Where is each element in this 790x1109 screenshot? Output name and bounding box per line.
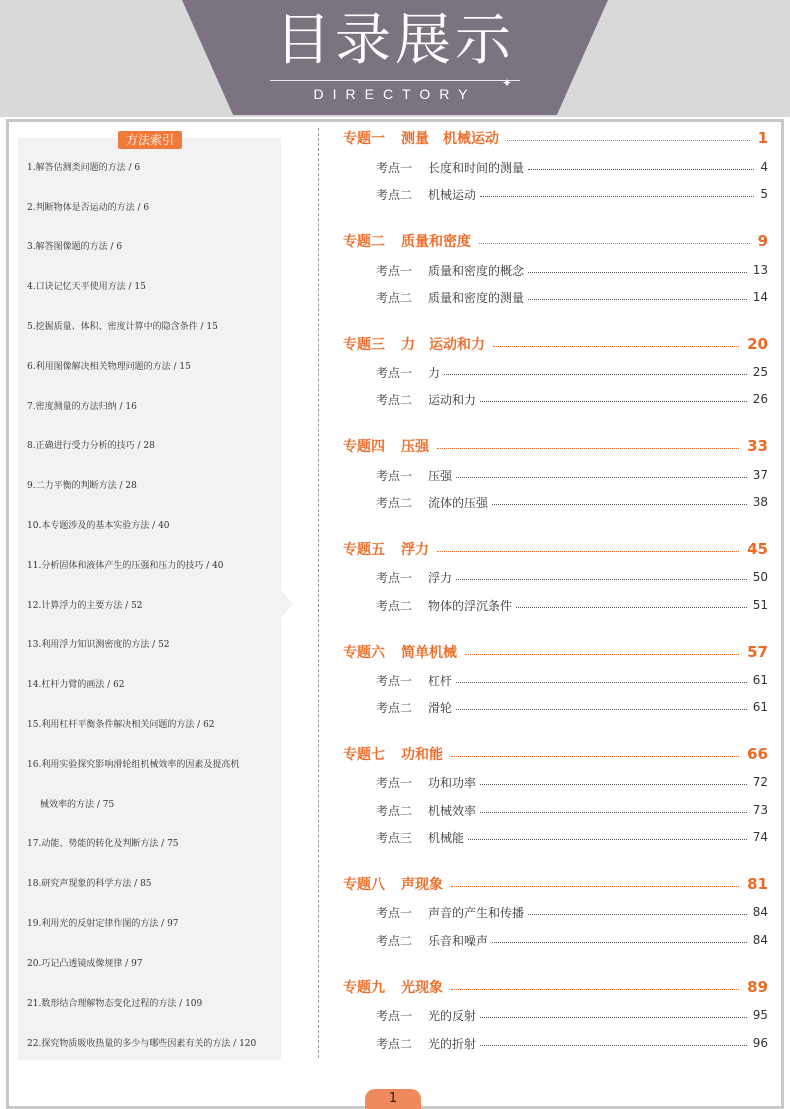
point-name: 浮力 <box>428 570 453 585</box>
toc-point[interactable] <box>376 1006 768 1024</box>
topic-page: 1 <box>757 129 768 147</box>
point-number: 考点一 <box>376 570 413 585</box>
method-item: 13.利用浮力知识测密度的方法 / 52 <box>27 640 170 650</box>
leader-dots <box>437 551 739 552</box>
topic-number: 专题七 <box>343 747 385 763</box>
leader-dots <box>528 914 747 915</box>
sparkle-icon: ✦ <box>502 76 513 90</box>
toc-point[interactable] <box>376 801 768 819</box>
topic-page: 89 <box>747 978 768 996</box>
point-number: 考点一 <box>376 775 413 790</box>
method-item: 8.正确进行受力分析的技巧 / 28 <box>27 441 155 451</box>
topic-page: 9 <box>757 232 768 250</box>
point-number: 考点二 <box>376 290 413 305</box>
point-number: 考点一 <box>376 263 413 278</box>
toc-point[interactable] <box>376 596 768 614</box>
leader-dots <box>451 756 739 757</box>
topic-number: 专题四 <box>343 439 385 455</box>
point-name: 滑轮 <box>428 700 453 715</box>
method-item: 7.密度测量的方法归纳 / 16 <box>27 402 137 412</box>
point-number: 考点二 <box>376 392 413 407</box>
point-page: 26 <box>752 392 768 406</box>
toc-point[interactable] <box>376 903 768 921</box>
point-number: 考点二 <box>376 803 413 818</box>
panel-pointer <box>281 590 293 618</box>
leader-dots <box>465 654 739 655</box>
leader-dots <box>480 196 754 197</box>
toc-point[interactable] <box>376 288 768 306</box>
point-number: 考点二 <box>376 700 413 715</box>
point-name: 压强 <box>428 468 453 483</box>
leader-dots <box>437 448 739 449</box>
topic-number: 专题八 <box>343 877 385 893</box>
point-name: 质量和密度的测量 <box>428 290 525 305</box>
leader-dots <box>528 299 747 300</box>
leader-dots <box>480 1017 747 1018</box>
toc-topic[interactable] <box>343 977 768 997</box>
toc-point[interactable] <box>376 828 768 846</box>
point-name: 质量和密度的概念 <box>428 263 525 278</box>
point-number: 考点三 <box>376 830 413 845</box>
topic-page: 57 <box>747 643 768 661</box>
topic-number: 专题一 <box>343 131 385 147</box>
point-page: 74 <box>752 830 768 844</box>
point-name: 物体的浮沉条件 <box>428 598 513 613</box>
method-item: 22.探究物质吸收热量的多少与哪些因素有关的方法 / 120 <box>27 1039 257 1049</box>
point-name: 声音的产生和传播 <box>428 905 525 920</box>
topic-number: 专题九 <box>343 980 385 996</box>
method-item: 15.利用杠杆平衡条件解决相关问题的方法 / 62 <box>27 720 215 730</box>
toc-point[interactable] <box>376 493 768 511</box>
topic-number: 专题二 <box>343 234 385 250</box>
leader-dots <box>480 401 747 402</box>
point-name: 杠杆 <box>428 673 453 688</box>
topic-page: 81 <box>747 875 768 893</box>
leader-dots <box>528 272 747 273</box>
toc-point[interactable] <box>376 1034 768 1052</box>
method-item: 2.判断物体是否运动的方法 / 6 <box>27 203 150 213</box>
toc-point[interactable] <box>376 698 768 716</box>
topic-number: 专题五 <box>343 542 385 558</box>
toc-point[interactable] <box>376 390 768 408</box>
point-page: 14 <box>752 290 768 304</box>
method-item: 械效率的方法 / 75 <box>40 800 115 810</box>
topic-name: 简单机械 <box>401 645 457 661</box>
toc-point[interactable] <box>376 363 768 381</box>
point-name: 机械运动 <box>428 187 477 202</box>
method-item: 17.动能、势能的转化及判断方法 / 75 <box>27 839 179 849</box>
point-number: 考点一 <box>376 365 413 380</box>
leader-dots <box>480 812 747 813</box>
method-item: 1.解答估测类问题的方法 / 6 <box>27 163 141 173</box>
method-item: 12.计算浮力的主要方法 / 52 <box>27 601 143 611</box>
point-page: 4 <box>760 160 768 174</box>
toc-topic[interactable] <box>343 744 768 764</box>
point-page: 61 <box>752 700 768 714</box>
leader-dots <box>492 504 747 505</box>
leader-dots <box>456 477 747 478</box>
toc-topic[interactable] <box>343 874 768 894</box>
method-item: 14.杠杆力臂的画法 / 62 <box>27 680 125 690</box>
topic-name: 测量 机械运动 <box>401 131 499 147</box>
topic-name: 功和能 <box>401 747 443 763</box>
page-title: 目录展示 <box>275 8 515 73</box>
toc-point[interactable] <box>376 185 768 203</box>
toc-topic[interactable] <box>343 642 768 662</box>
topic-name: 质量和密度 <box>401 234 471 250</box>
point-page: 38 <box>752 495 768 509</box>
point-number: 考点一 <box>376 905 413 920</box>
method-item: 16.利用实验探究影响滑轮组机械效率的因素及提高机 <box>27 760 240 770</box>
toc-topic[interactable] <box>343 128 768 148</box>
point-page: 72 <box>752 775 768 789</box>
point-page: 13 <box>752 263 768 277</box>
leader-dots <box>493 346 739 347</box>
toc-point[interactable] <box>376 773 768 791</box>
point-number: 考点二 <box>376 933 413 948</box>
point-name: 流体的压强 <box>428 495 489 510</box>
topic-page: 45 <box>747 540 768 558</box>
leader-dots <box>516 607 747 608</box>
point-name: 运动和力 <box>428 392 477 407</box>
topic-page: 20 <box>747 335 768 353</box>
point-page: 73 <box>752 803 768 817</box>
method-item: 9.二力平衡的判断方法 / 28 <box>27 481 137 491</box>
toc-point[interactable] <box>376 568 768 586</box>
topic-name: 压强 <box>401 439 429 455</box>
point-number: 考点一 <box>376 468 413 483</box>
point-name: 光的折射 <box>428 1036 477 1051</box>
topic-number: 专题六 <box>343 645 385 661</box>
point-number: 考点一 <box>376 673 413 688</box>
page-number: 1 <box>365 1089 421 1109</box>
topic-name: 力 运动和力 <box>401 337 485 353</box>
point-page: 84 <box>752 933 768 947</box>
leader-dots <box>492 942 747 943</box>
point-page: 61 <box>752 673 768 687</box>
method-item: 18.研究声现象的科学方法 / 85 <box>27 879 152 889</box>
method-index-title: 方法索引 <box>118 131 182 149</box>
column-divider <box>318 128 319 1058</box>
point-name: 长度和时间的测量 <box>428 160 525 175</box>
method-item: 3.解答图像题的方法 / 6 <box>27 242 123 252</box>
topic-page: 33 <box>747 437 768 455</box>
method-item: 5.挖掘质量、体积、密度计算中的隐含条件 / 15 <box>27 322 218 332</box>
topic-name: 声现象 <box>401 877 443 893</box>
method-item: 19.利用光的反射定律作图的方法 / 97 <box>27 919 179 929</box>
method-item: 6.利用图像解决相关物理问题的方法 / 15 <box>27 362 191 372</box>
toc-topic[interactable] <box>343 334 768 354</box>
point-page: 25 <box>752 365 768 379</box>
leader-dots <box>451 989 739 990</box>
leader-dots <box>456 579 747 580</box>
method-item: 21.数形结合理解物态变化过程的方法 / 109 <box>27 999 203 1009</box>
topic-name: 光现象 <box>401 980 443 996</box>
point-number: 考点二 <box>376 598 413 613</box>
point-name: 乐音和噪声 <box>428 933 489 948</box>
toc-point[interactable] <box>376 671 768 689</box>
point-number: 考点二 <box>376 495 413 510</box>
toc-point[interactable] <box>376 931 768 949</box>
page-subtitle: DIRECTORY <box>313 86 477 102</box>
point-number: 考点一 <box>376 160 413 175</box>
point-number: 考点二 <box>376 187 413 202</box>
point-name: 机械能 <box>428 830 465 845</box>
topic-number: 专题三 <box>343 337 385 353</box>
method-item: 20.巧记凸透镜成像规律 / 97 <box>27 959 143 969</box>
method-item: 11.分析固体和液体产生的压强和压力的技巧 / 40 <box>27 561 224 571</box>
topic-page: 66 <box>747 745 768 763</box>
point-page: 5 <box>760 187 768 201</box>
leader-dots <box>456 682 747 683</box>
topic-name: 浮力 <box>401 542 429 558</box>
leader-dots <box>479 243 750 244</box>
point-page: 51 <box>752 598 768 612</box>
point-name: 力 <box>428 365 441 380</box>
toc-topic[interactable] <box>343 539 768 559</box>
leader-dots <box>507 140 750 141</box>
point-name: 光的反射 <box>428 1008 477 1023</box>
leader-dots <box>456 709 747 710</box>
leader-dots <box>480 784 747 785</box>
toc-point[interactable] <box>376 466 768 484</box>
point-page: 37 <box>752 468 768 482</box>
leader-dots <box>528 169 754 170</box>
point-number: 考点一 <box>376 1008 413 1023</box>
point-page: 96 <box>752 1036 768 1050</box>
leader-dots <box>468 839 747 840</box>
point-name: 功和功率 <box>428 775 477 790</box>
toc-point[interactable] <box>376 158 768 176</box>
method-item: 4.口诀记忆天平使用方法 / 15 <box>27 282 146 292</box>
point-number: 考点二 <box>376 1036 413 1051</box>
method-item: 10.本专题涉及的基本实验方法 / 40 <box>27 521 170 531</box>
point-page: 84 <box>752 905 768 919</box>
point-page: 95 <box>752 1008 768 1022</box>
toc-topic[interactable] <box>343 231 768 251</box>
leader-dots <box>444 374 747 375</box>
leader-dots <box>451 886 739 887</box>
leader-dots <box>480 1045 747 1046</box>
toc-topic[interactable] <box>343 436 768 456</box>
point-name: 机械效率 <box>428 803 477 818</box>
toc-point[interactable] <box>376 261 768 279</box>
header-divider <box>270 80 520 81</box>
point-page: 50 <box>752 570 768 584</box>
